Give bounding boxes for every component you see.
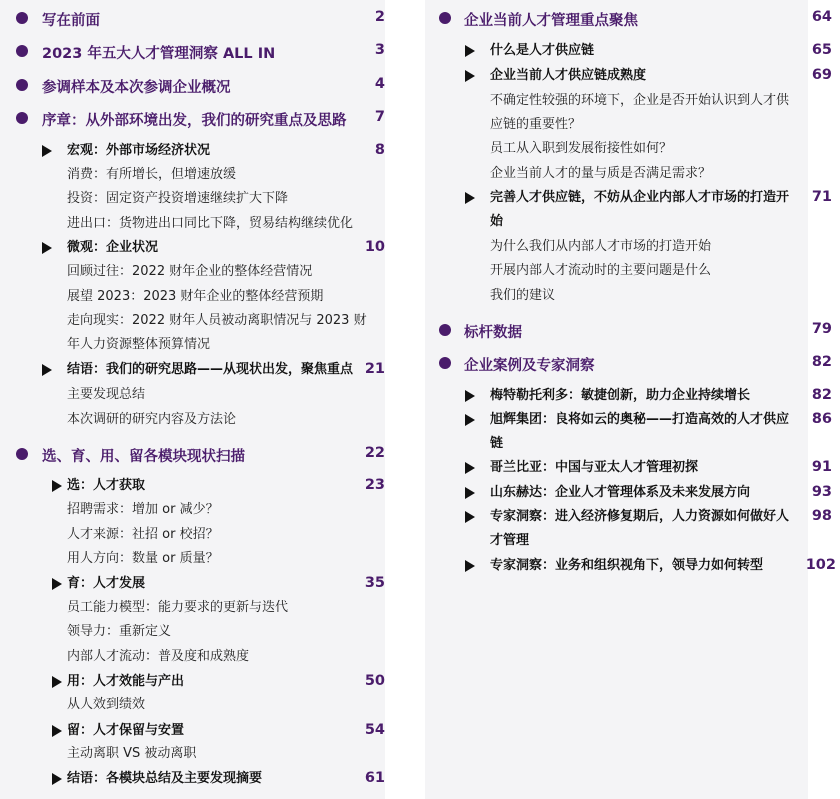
bullet-icon: [439, 324, 451, 336]
triangle-icon: [42, 145, 52, 157]
page-number: 98: [811, 508, 832, 524]
page-number: 79: [811, 321, 832, 337]
page-number: 65: [811, 42, 832, 58]
toc-item[interactable]: 不确定性较强的环境下，企业是否开始认识到人才供应链的重要性？: [490, 93, 790, 132]
page-number: 82: [811, 387, 832, 403]
toc-item[interactable]: 人才来源：社招 or 校招？: [67, 527, 219, 542]
bullet-icon: [16, 12, 28, 24]
toc-item[interactable]: 为什么我们从内部人才市场的打造开始: [490, 239, 712, 254]
toc-subheading: 山东赫达：企业人才管理体系及未来发展方向: [490, 485, 751, 500]
triangle-icon: [465, 487, 475, 499]
triangle-icon: [52, 480, 62, 492]
triangle-icon: [465, 511, 475, 523]
toc-heading: 参调样本及本次参调企业概况: [42, 80, 231, 96]
toc-subheading: 育：人才发展: [67, 576, 146, 591]
page-number: 82: [811, 354, 832, 370]
toc-item[interactable]: 我们的建议: [490, 288, 556, 303]
bullet-icon: [439, 357, 451, 369]
bullet-icon: [16, 448, 28, 460]
bullet-icon: [16, 79, 28, 91]
page-number: 22: [364, 445, 385, 461]
page-number: 69: [811, 67, 832, 83]
page-number: 54: [364, 722, 385, 738]
toc-item[interactable]: 消费：有所增长，但增速放缓: [67, 167, 237, 182]
triangle-icon: [465, 560, 475, 572]
triangle-icon: [52, 676, 62, 688]
toc-item[interactable]: 主要发现总结: [67, 387, 146, 402]
page-number: 21: [364, 361, 385, 377]
page-number: 4: [374, 76, 385, 92]
toc-item[interactable]: 本次调研的研究内容及方法论: [67, 412, 237, 427]
triangle-icon: [465, 390, 475, 402]
toc-heading: 写在前面: [42, 13, 100, 29]
page-number: 93: [811, 484, 832, 500]
toc-heading: 2023 年五大人才管理洞察 ALL IN: [42, 46, 276, 62]
toc-item[interactable]: 展望 2023：2023 财年企业的整体经营预期: [67, 289, 324, 304]
triangle-icon: [465, 45, 475, 57]
toc-item[interactable]: 领导力：重新定义: [67, 624, 172, 639]
triangle-icon: [465, 192, 475, 204]
triangle-icon: [465, 414, 475, 426]
toc-heading: 标杆数据: [464, 325, 522, 341]
toc-subheading: 什么是人才供应链: [490, 43, 595, 58]
toc-left-column: [0, 0, 385, 799]
toc-subheading: 专家洞察：进入经济修复期后，人力资源如何做好人才管理: [490, 509, 790, 548]
page-number: 10: [364, 239, 385, 255]
triangle-icon: [42, 242, 52, 254]
page-number: 50: [364, 673, 385, 689]
triangle-icon: [52, 773, 62, 785]
toc-item[interactable]: 回顾过往：2022 财年企业的整体经营情况: [67, 264, 313, 279]
page-number: 35: [364, 575, 385, 591]
page-number: 102: [805, 557, 836, 573]
triangle-icon: [465, 70, 475, 82]
toc-item[interactable]: 内部人才流动：普及度和成熟度: [67, 649, 250, 664]
toc-subheading: 微观：企业状况: [67, 240, 159, 255]
page-number: 7: [374, 109, 385, 125]
toc-subheading: 专家洞察：业务和组织视角下，领导力如何转型: [490, 558, 764, 573]
toc-subheading: 旭辉集团：良将如云的奥秘——打造高效的人才供应链: [490, 412, 790, 451]
page-number: 3: [374, 42, 385, 58]
toc-item[interactable]: 走向现实：2022 财年人员被动离职情况与 2023 财年人力资源整体预算情况: [67, 313, 367, 352]
page-number: 86: [811, 411, 832, 427]
toc-item[interactable]: 员工从入职到发展衔接性如何？: [490, 141, 673, 156]
page-number: 91: [811, 459, 832, 475]
bullet-icon: [16, 112, 28, 124]
toc-item[interactable]: 开展内部人才流动时的主要问题是什么: [490, 263, 712, 278]
toc-item[interactable]: 员工能力模型：能力要求的更新与迭代: [67, 600, 289, 615]
toc-subheading: 宏观：外部市场经济状况: [67, 143, 211, 158]
toc-heading: 序章：从外部环境出发，我们的研究重点及思路: [42, 113, 347, 129]
toc-subheading: 哥兰比亚：中国与亚太人才管理初探: [490, 460, 699, 475]
triangle-icon: [42, 364, 52, 376]
toc-item[interactable]: 进出口：货物进出口同比下降，贸易结构继续优化: [67, 216, 354, 231]
toc-item[interactable]: 招聘需求：增加 or 减少？: [67, 502, 219, 517]
toc-heading: 企业当前人才管理重点聚焦: [464, 13, 638, 29]
toc-item[interactable]: 主动离职 VS 被动离职: [67, 746, 197, 761]
page-number: 64: [811, 9, 832, 25]
toc-item[interactable]: 用人方向：数量 or 质量？: [67, 551, 219, 566]
toc-subheading: 企业当前人才供应链成熟度: [490, 68, 647, 83]
triangle-icon: [52, 725, 62, 737]
triangle-icon: [465, 462, 475, 474]
toc-subheading: 留：人才保留与安置: [67, 723, 185, 738]
toc-heading: 选、育、用、留各模块现状扫描: [42, 449, 245, 465]
toc-item[interactable]: 从人效到绩效: [67, 697, 146, 712]
toc-item[interactable]: 企业当前人才的量与质是否满足需求？: [490, 166, 712, 181]
toc-subheading: 选：人才获取: [67, 478, 146, 493]
page-number: 71: [811, 189, 832, 205]
page-number: 23: [364, 477, 385, 493]
toc-subheading: 梅特勒托利多：敏捷创新，助力企业持续增长: [490, 388, 751, 403]
toc-heading: 企业案例及专家洞察: [464, 358, 595, 374]
toc-subheading: 结语：各模块总结及主要发现摘要: [67, 771, 263, 786]
toc-right-column: [425, 0, 840, 799]
toc-subheading: 用：人才效能与产出: [67, 674, 185, 689]
toc-item[interactable]: 投资：固定资产投资增速继续扩大下降: [67, 191, 289, 206]
toc-subheading: 结语：我们的研究思路——从现状出发，聚焦重点: [67, 362, 354, 377]
bullet-icon: [439, 12, 451, 24]
page-number: 61: [364, 770, 385, 786]
toc-subheading: 完善人才供应链，不妨从企业内部人才市场的打造开始: [490, 190, 790, 229]
page-number: 2: [374, 9, 385, 25]
page-number: 8: [374, 142, 385, 158]
triangle-icon: [52, 578, 62, 590]
bullet-icon: [16, 45, 28, 57]
